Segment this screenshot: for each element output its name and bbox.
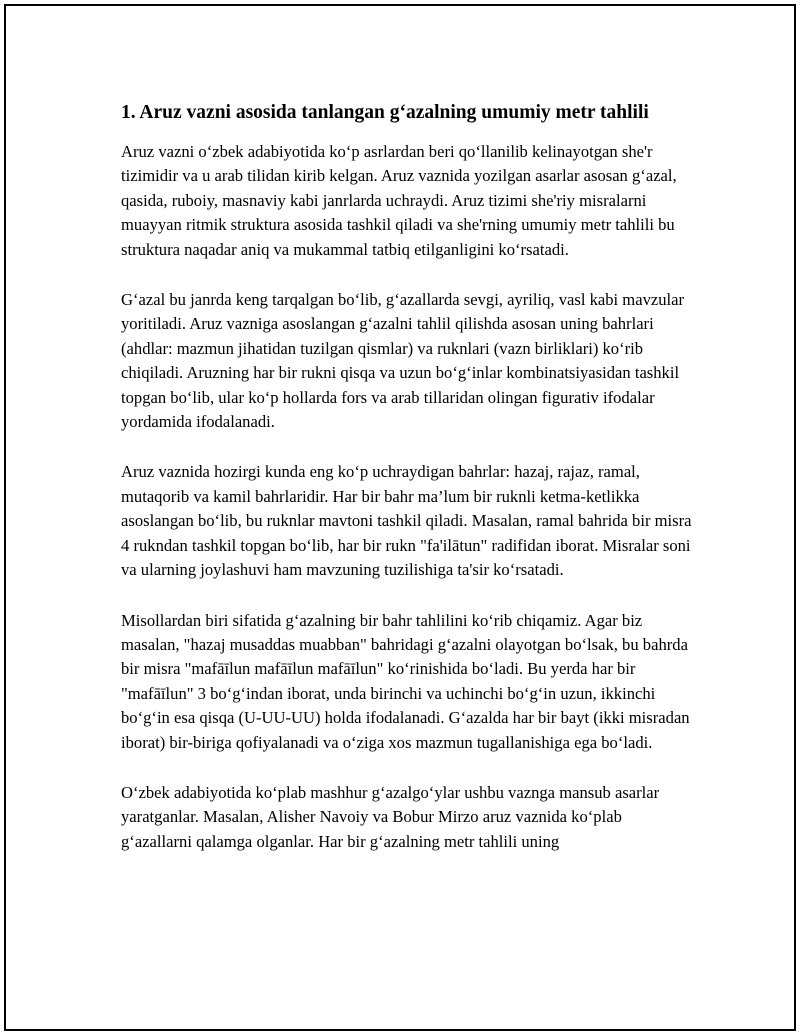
page-frame <box>4 4 796 1031</box>
section-title: 1. Aruz vazni asosida tanlangan g‘azalning umumiy metr tahlili <box>121 102 649 123</box>
document-body <box>121 99 693 880</box>
paragraph-4: Misollardan biri sifatida g‘azalning bir bahr tahlilini ko‘rib chiqamiz. Agar biz masalan, "hazaj musaddas muabban" bahridagi g‘azalni olayotgan bo‘lsak, bu bahrda bir misra "mafāīlun mafāīlun mafāīlun" ko‘rinishida bo‘ladi. Bu yerda har bir "mafāīlun" 3 bo‘g‘indan iborat, unda birinchi va uchinchi bo‘g‘in uzun, ikkinchi bo‘g‘in esa qisqa (U-UU-UU) holda ifodalanadi. G‘azalda har bir bayt (ikki misradan iborat) bir-biriga qofiyalanadi va o‘ziga xos mazmun tugallanishiga ega bo‘ladi. <box>121 610 690 752</box>
paragraph-5: O‘zbek adabiyotida ko‘plab mashhur g‘azalgo‘ylar ushbu vaznga mansub asarlar yaratganlar. Masalan, Alisher Navoiy va Bobur Mirzo aruz vaznida ko‘plab g‘azallarni qalamga olganlar. Har bir g‘azalning metr tahlili uning <box>121 782 660 851</box>
paragraph-3: Aruz vaznida hozirgi kunda eng ko‘p uchraydigan bahrlar: hazaj, rajaz, ramal, mutaqorib va kamil bahrlaridir. Har bir bahr ma’lum bir ruknli ketma-ketlikka asoslangan bo‘lib, bu ruknlar mavtoni tashkil qiladi. Masalan, ramal bahrida bir misra 4 rukndan tashkil topgan bo‘lib, har bir rukn "fa'ilātun" radifidan iborat. Misralar soni va ularning joylashuvi ham mavzuning tuzilishiga ta'sir ko‘rsatadi. <box>121 462 692 580</box>
paragraph-2: G‘azal bu janrda keng tarqalgan bo‘lib, g‘azallarda sevgi, ayriliq, vasl kabi mavzular yoritiladi. Aruz vazniga asoslangan g‘azalni tahlil qilishda asosan uning bahrlari (ahdlar: mazmun jihatidan tuzilgan qismlar) va ruknlari (vazn birliklari) ko‘rib chiqiladi. Aruzning har bir rukni qisqa va uzun bo‘g‘inlar kombinatsiyasidan tashkil topgan bo‘lib, ular ko‘p hollarda fors va arab tillaridan olingan figurativ ifodalar yordamida ifodalanadi. <box>121 290 685 432</box>
paragraph-1: Aruz vazni o‘zbek adabiyotida ko‘p asrlardan beri qo‘llanilib kelinayotgan she'r tizimidir va u arab tilidan kirib kelgan. Aruz vaznida yozilgan asarlar asosan g‘azal, qasida, ruboiy, masnaviy kabi janrlarda uchraydi. Aruz tizimi she'riy misralarni muayyan ritmik struktura asosida tashkil qiladi va she'rning umumiy metr tahlili bu struktura naqadar aniq va mukammal tatbiq etilganligini ko‘rsatadi. <box>121 142 677 259</box>
